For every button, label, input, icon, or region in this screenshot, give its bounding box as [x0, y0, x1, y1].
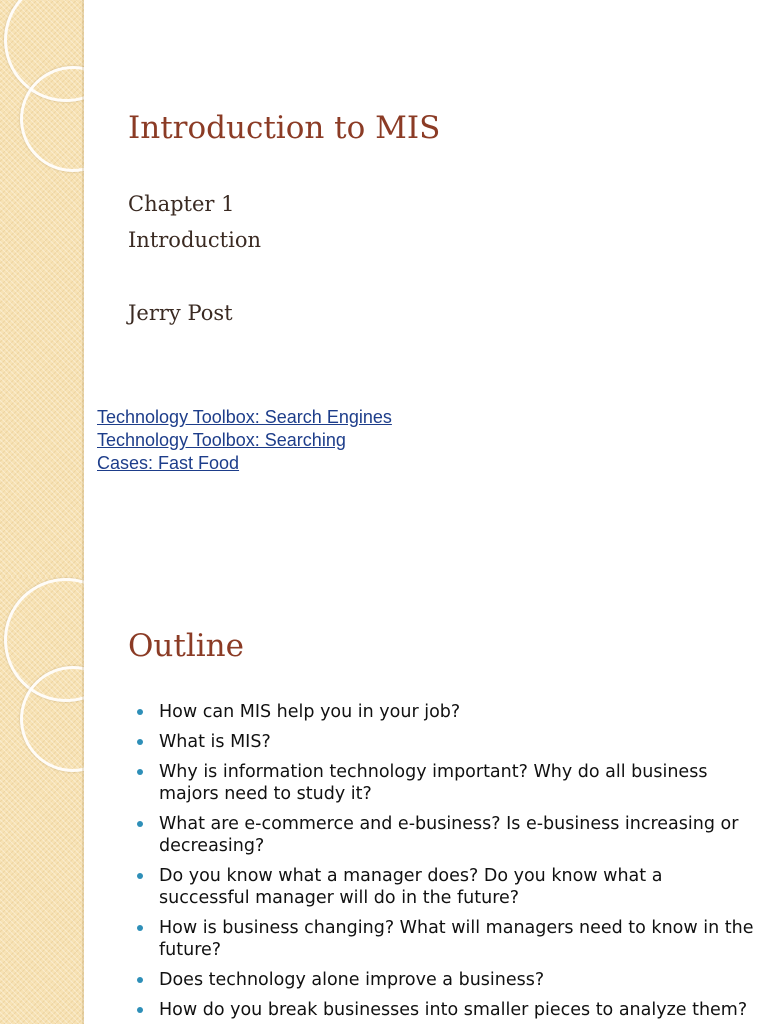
slide-title: Introduction to MIS — [128, 110, 441, 146]
link-list — [97, 406, 392, 475]
list-item: What are e-commerce and e-business? Is e-business increasing or decreasing? — [134, 813, 754, 857]
chapter-label: Chapter 1 — [128, 192, 235, 216]
link-search-engines[interactable]: Technology Toolbox: Search Engines — [97, 407, 392, 427]
list-item: Does technology alone improve a business? — [134, 969, 754, 991]
link-fast-food-cases[interactable]: Cases: Fast Food — [97, 453, 240, 473]
link-searching[interactable]: Technology Toolbox: Searching — [97, 430, 346, 450]
list-item: Do you know what a manager does? Do you know what a successful manager will do in the future? — [134, 865, 754, 909]
slide-title: Outline — [128, 628, 244, 664]
decorative-side-stripe — [0, 576, 84, 1024]
list-item: Why is information technology important? Why do all business majors need to study it? — [134, 761, 754, 805]
author-name: Jerry Post — [128, 301, 233, 325]
decorative-side-stripe — [0, 0, 84, 576]
list-item: What is MIS? — [134, 731, 754, 753]
list-item: How do you break businesses into smaller pieces to analyze them? — [134, 999, 754, 1021]
bullet-list — [134, 701, 754, 1024]
list-item: How is business changing? What will managers need to know in the future? — [134, 917, 754, 961]
chapter-subtitle: Introduction — [128, 228, 261, 252]
outline-slide — [0, 576, 768, 1024]
list-item: How can MIS help you in your job? — [134, 701, 754, 723]
